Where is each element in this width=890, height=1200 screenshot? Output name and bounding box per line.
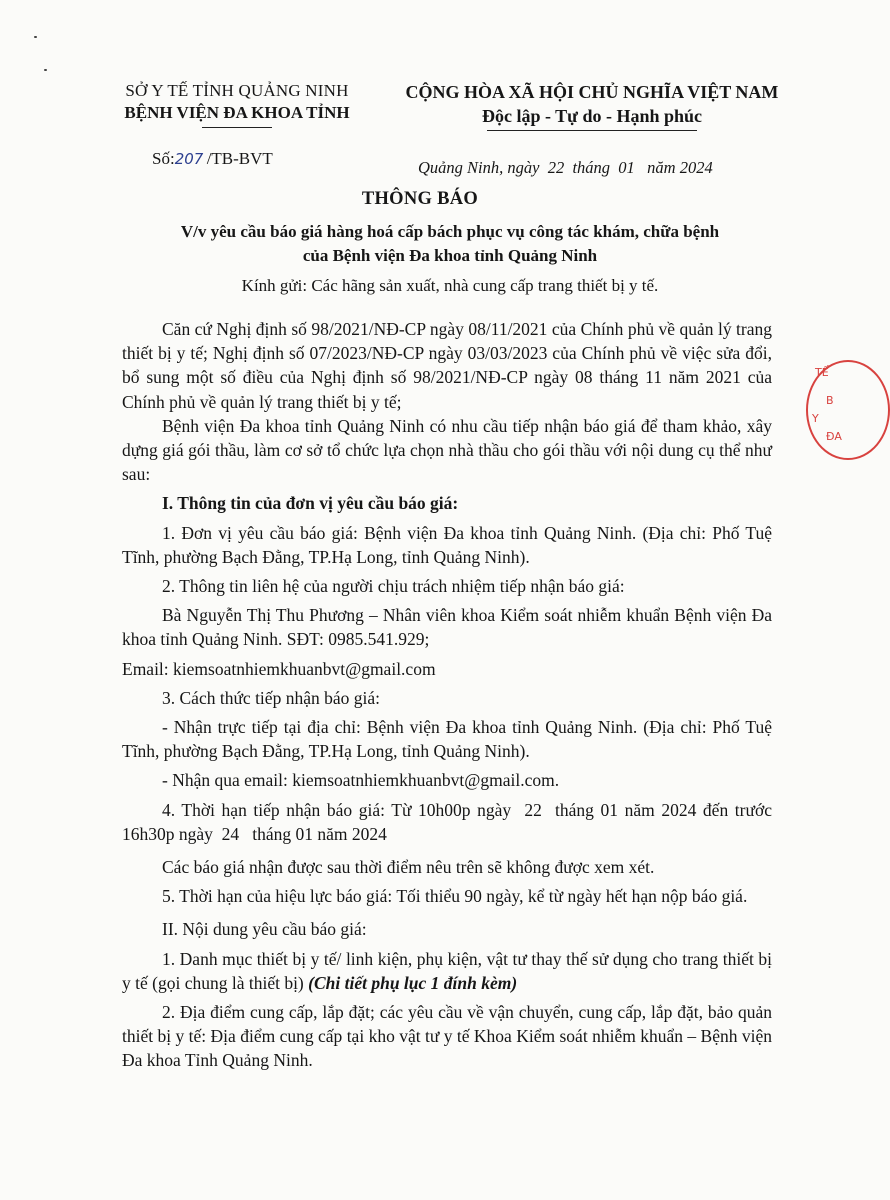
section-1-item-5: 5. Thời hạn của hiệu lực báo giá: Tối thiểu 90 ngày, kể từ ngày hết hạn nộp báo giá. [162, 886, 748, 907]
section-2-item-1 [122, 947, 772, 995]
national-name: CỘNG HÒA XÃ HỘI CHỦ NGHĨA VIỆT NAM [405, 82, 779, 102]
motto-underline [487, 130, 697, 131]
section-2-item-1-text: 1. Danh mục thiết bị y tế/ linh kiện, phụ kiện, vật tư thay thế sử dụng cho trang thiết bị y tế (gọi chung là thiết bị) [122, 948, 772, 993]
stamp-letter: TẾ [815, 366, 829, 379]
agency-underline [202, 127, 272, 128]
section-1-item-2: 2. Thông tin liên hệ của người chịu trách nhiệm tiếp nhận báo giá: [162, 576, 625, 597]
contact-email: Email: kiemsoatnhiemkhuanbvt@gmail.com [122, 658, 436, 679]
section-1-heading: I. Thông tin của đơn vị yêu cầu báo giá: [162, 493, 459, 514]
document-subject [110, 220, 790, 268]
late-quote-note: Các báo giá nhận được sau thời điểm nêu trên sẽ không được xem xét. [162, 857, 655, 878]
scan-speck [34, 36, 37, 38]
document-body [122, 317, 777, 1073]
section-1-item-4: 4. Thời hạn tiếp nhận báo giá: Từ 10h00p ngày 22 tháng 01 năm 2024 đến trước 16h30p ngày 24 tháng 01 năm 2024 [122, 799, 777, 844]
legal-basis-paragraph: Căn cứ Nghị định số 98/2021/NĐ-CP ngày 08/11/2021 của Chính phủ về quản lý trang thiết bị y tế; Nghị định số 07/2023/NĐ-CP ngày 03/03/2023 của Chính phủ về việc sửa đổi, bổ sung một số điều của Nghị định số 98/2021/NĐ-CP ngày 08 tháng 11 năm 2021 của Chính phủ về quản lý trang thiết bị y tế; [122, 319, 772, 412]
stamp-letter: Y [812, 412, 819, 425]
scan-speck [44, 69, 47, 71]
doc-number-suffix: /TB-BVT [206, 149, 273, 168]
red-seal-stamp [806, 360, 890, 460]
subject-line-1: V/v yêu cầu báo giá hàng hoá cấp bách phục vụ công tác khám, chữa bệnh [180, 222, 720, 241]
motto: Độc lập - Tự do - Hạnh phúc [481, 106, 703, 126]
appendix-reference: (Chi tiết phụ lục 1 đính kèm) [308, 972, 518, 993]
contact-person: Bà Nguyễn Thị Thu Phương – Nhân viên khoa Kiểm soát nhiễm khuẩn Bệnh viện Đa khoa tỉnh Quảng Ninh. SĐT: 0985.541.929; [122, 605, 772, 650]
recipient-line: Kính gửi: Các hãng sản xuất, nhà cung cấp trang thiết bị y tế. [241, 276, 659, 295]
agency-name: BỆNH VIỆN ĐA KHOA TỈNH [124, 103, 350, 122]
doc-number-prefix: Số: [152, 149, 175, 168]
document-title: THÔNG BÁO [361, 189, 479, 209]
receive-in-person: - Nhận trực tiếp tại địa chỉ: Bệnh viện Đa khoa tỉnh Quảng Ninh. (Địa chỉ: Phố Tuệ Tĩnh, phường Bạch Đằng, TP.Hạ Long, tỉnh Quảng Ninh). [122, 717, 772, 762]
agency-parent: SỞ Y TẾ TỈNH QUẢNG NINH [125, 81, 349, 100]
section-1-item-3: 3. Cách thức tiếp nhận báo giá: [162, 687, 380, 708]
purpose-paragraph: Bệnh viện Đa khoa tỉnh Quảng Ninh có nhu cầu tiếp nhận báo giá để tham khảo, xây dựng giá gói thầu, làm cơ sở tổ chức lựa chọn nhà thầu cho gói thầu với nội dung cụ thể như sau: [122, 415, 772, 485]
document-number [152, 148, 273, 170]
section-2-heading: II. Nội dung yêu cầu báo giá: [162, 919, 367, 940]
stamp-letter: B [826, 394, 834, 407]
document-date: Quảng Ninh, ngày 22 tháng 01 năm 2024 [418, 158, 713, 177]
receive-by-email: - Nhận qua email: kiemsoatnhiemkhuanbvt@gmail.com. [162, 770, 560, 791]
doc-number-handwritten: 207 [174, 150, 204, 168]
section-2-item-2: 2. Địa điểm cung cấp, lắp đặt; các yêu cầu về vận chuyển, cung cấp, lắp đặt, bảo quản thiết bị y tế: Địa điểm cung cấp tại kho vật tư y tế Khoa Kiểm soát nhiễm khuẩn – Bệnh viện Đa khoa Tỉnh Quảng Ninh. [122, 1002, 772, 1071]
national-motto-header [382, 80, 802, 131]
issuing-agency-header [92, 80, 382, 128]
subject-line-2: của Bệnh viện Đa khoa tỉnh Quảng Ninh [302, 246, 598, 265]
stamp-letter: ĐA [826, 430, 842, 443]
section-1-item-1: 1. Đơn vị yêu cầu báo giá: Bệnh viện Đa khoa tỉnh Quảng Ninh. (Địa chỉ: Phố Tuệ Tĩnh, phường Bạch Đằng, TP.Hạ Long, tỉnh Quảng Ninh). [122, 522, 772, 567]
